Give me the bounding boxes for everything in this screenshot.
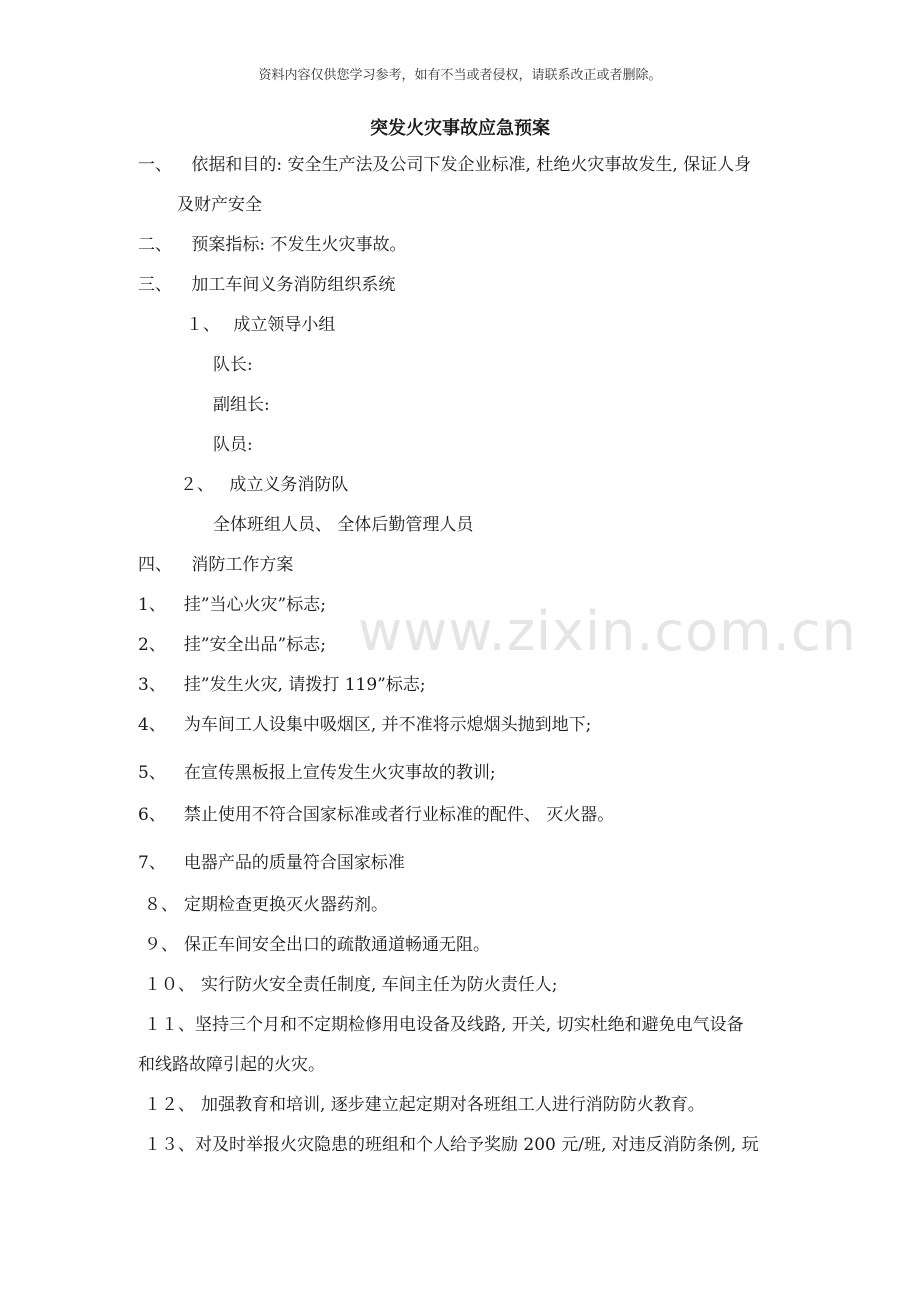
subsection-3-1 bbox=[186, 314, 335, 336]
section-1-continuation: 及财产安全 bbox=[177, 195, 262, 215]
list-item bbox=[144, 934, 490, 956]
section-1-number: 一、 bbox=[138, 155, 172, 175]
document-title: 突发火灾事故应急预案 bbox=[370, 118, 550, 139]
list-item-number: 5、 bbox=[138, 763, 166, 783]
list-item-number: 4、 bbox=[138, 715, 166, 735]
list-item bbox=[138, 852, 405, 874]
list-item-text: 禁止使用不符合国家标准或者行业标准的配件、 灭火器。 bbox=[183, 805, 615, 825]
list-item-text: 加强教育和培训, 逐步建立起定期对各班组工人进行消防防火教育。 bbox=[201, 1095, 705, 1115]
list-item bbox=[144, 894, 388, 916]
subsection-3-1-number: １、 bbox=[186, 315, 220, 335]
list-item-text: 对及时举报火灾隐患的班组和个人给予奖励 200 元/班, 对违反消防条例, 玩 bbox=[195, 1135, 759, 1155]
section-3 bbox=[138, 274, 395, 296]
list-item-number: 6、 bbox=[138, 805, 166, 825]
list-item bbox=[144, 1014, 744, 1036]
member-label: 队员: bbox=[213, 435, 253, 455]
section-4-number: 四、 bbox=[138, 555, 172, 575]
list-item-number: 7、 bbox=[138, 853, 166, 873]
watermark: www.zixin.com.cn bbox=[358, 600, 857, 663]
section-3-text: 加工车间义务消防组织系统 bbox=[191, 275, 396, 295]
subsection-3-2 bbox=[180, 474, 348, 496]
section-2-text: 预案指标: 不发生火灾事故。 bbox=[191, 235, 407, 255]
list-item-number: １３、 bbox=[144, 1135, 195, 1155]
subsection-3-2-text: 成立义务消防队 bbox=[229, 475, 349, 495]
vice-leader-label: 副组长: bbox=[213, 395, 270, 415]
list-item-number: ９、 bbox=[144, 935, 178, 955]
section-1 bbox=[138, 154, 751, 176]
section-2-number: 二、 bbox=[138, 235, 172, 255]
list-item-text: 挂”当心火灾”标志; bbox=[183, 595, 326, 615]
list-item-number: 2、 bbox=[138, 635, 166, 655]
subsection-3-1-text: 成立领导小组 bbox=[233, 315, 336, 335]
list-item-text: 挂”安全出品”标志; bbox=[183, 635, 326, 655]
list-item-number: １１、 bbox=[144, 1015, 195, 1035]
list-item-number: １２、 bbox=[144, 1095, 195, 1115]
list-item bbox=[138, 804, 614, 826]
subsection-3-2-description: 全体班组人员、 全体后勤管理人员 bbox=[213, 515, 474, 535]
list-item bbox=[138, 714, 591, 736]
list-item-text: 坚持三个月和不定期检修用电设备及线路, 开关, 切实杜绝和避免电气设备 bbox=[195, 1015, 744, 1035]
list-item-text: 电器产品的质量符合国家标准 bbox=[183, 853, 405, 873]
list-item-text: 实行防火安全责任制度, 车间主任为防火责任人; bbox=[201, 975, 558, 995]
list-item bbox=[138, 762, 496, 784]
list-item-continuation bbox=[138, 1054, 325, 1076]
list-item-text: 保正车间安全出口的疏散通道畅通无阻。 bbox=[184, 935, 490, 955]
section-4 bbox=[138, 554, 293, 576]
list-item-number: 3、 bbox=[138, 675, 166, 695]
list-item bbox=[138, 634, 326, 656]
list-item-text: 在宣传黑板报上宣传发生火灾事故的教训; bbox=[183, 763, 496, 783]
list-item bbox=[144, 974, 558, 996]
section-2 bbox=[138, 234, 407, 256]
list-item-text: 定期检查更换灭火器药剂。 bbox=[184, 895, 388, 915]
copyright-note: 资料内容仅供您学习参考，如有不当或者侵权，请联系改正或者删除。 bbox=[258, 68, 662, 83]
list-item bbox=[138, 674, 426, 696]
captain-label: 队长: bbox=[213, 355, 253, 375]
list-item-text: 和线路故障引起的火灾。 bbox=[138, 1055, 325, 1075]
list-item bbox=[144, 1094, 705, 1116]
list-item-number: ８、 bbox=[144, 895, 178, 915]
section-3-number: 三、 bbox=[138, 275, 172, 295]
subsection-3-2-number: ２、 bbox=[180, 475, 214, 495]
list-item-text: 挂”发生火灾, 请拨打 119”标志; bbox=[183, 675, 426, 695]
list-item bbox=[138, 594, 326, 616]
list-item bbox=[144, 1134, 759, 1156]
section-4-text: 消防工作方案 bbox=[191, 555, 294, 575]
list-item-number: １０、 bbox=[144, 975, 195, 995]
list-item-text: 为车间工人设集中吸烟区, 并不准将示熄烟头抛到地下; bbox=[183, 715, 592, 735]
list-item-number: 1、 bbox=[138, 595, 166, 615]
section-1-text: 依据和目的: 安全生产法及公司下发企业标准, 杜绝火灾事故发生, 保证人身 bbox=[191, 155, 752, 175]
